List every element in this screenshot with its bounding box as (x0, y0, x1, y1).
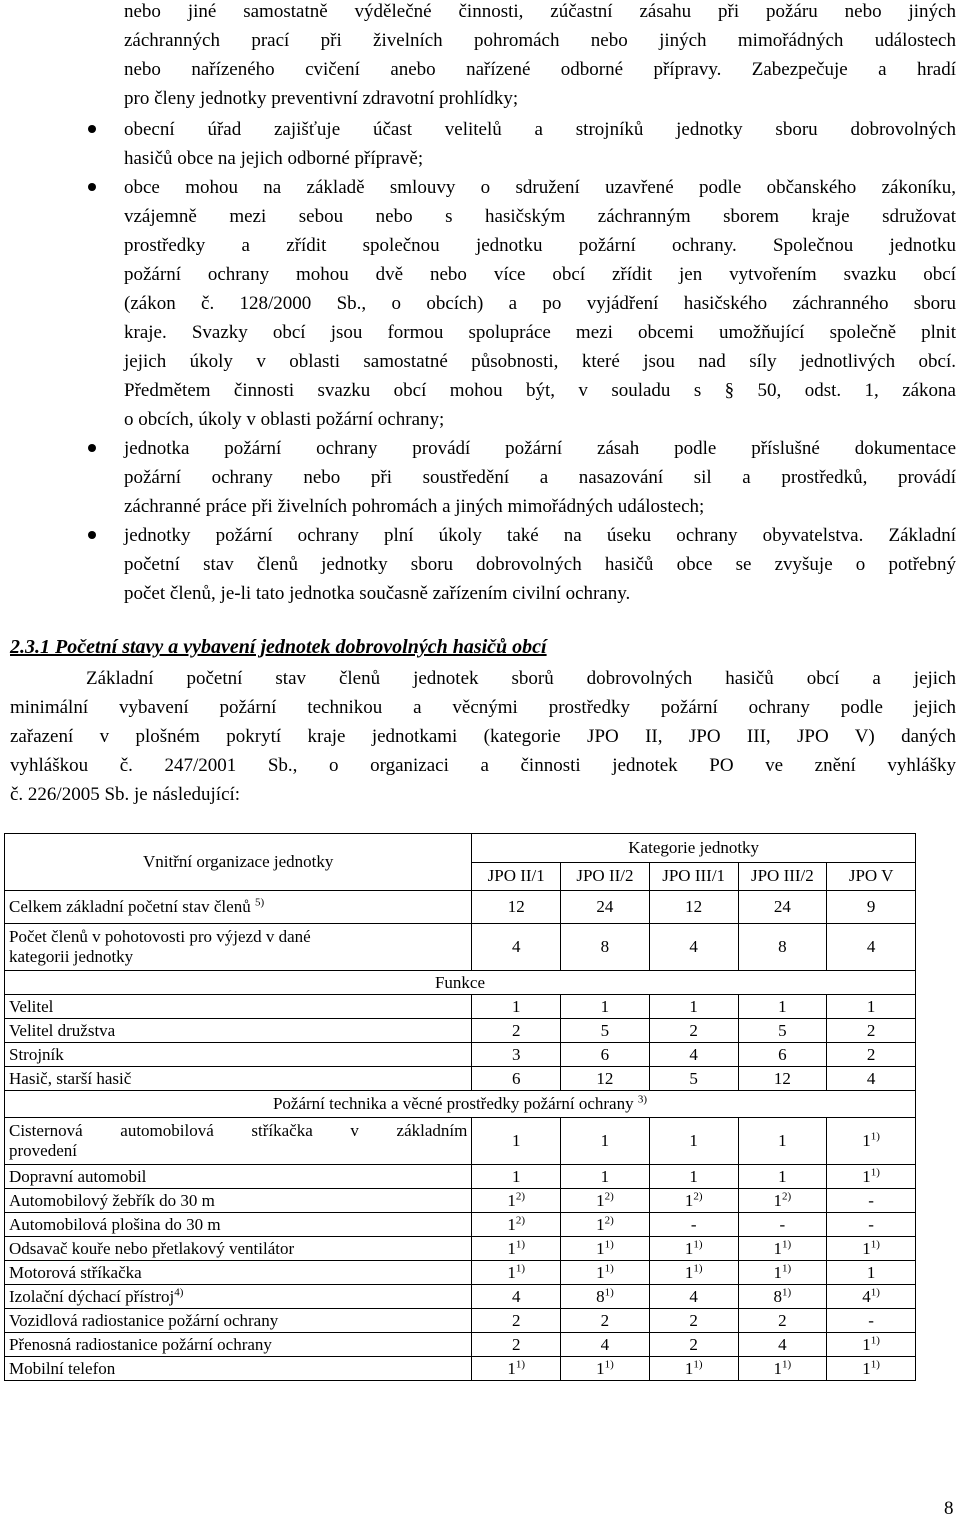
cell-value: 2 (649, 1333, 738, 1357)
cell-value: 1 (738, 1118, 827, 1165)
cell-value: 1 (561, 1118, 650, 1165)
cell-value: 6 (738, 1043, 827, 1067)
cell-value: 1 (561, 1165, 650, 1189)
text-line: vyhláškou č. 247/2001 Sb., o organizaci a činnosti jednotek PO ve znění vyhlášky (10, 755, 956, 776)
table-row (5, 1067, 916, 1091)
cell-value: 1$^{1)}$ (827, 1118, 916, 1165)
section-row (5, 1091, 916, 1118)
row-label (5, 1261, 472, 1285)
cell-value: 8$^{1)}$ (561, 1285, 650, 1309)
cell-value: 1$^{1)}$ (649, 1261, 738, 1285)
cell-value: 1$^{1)}$ (472, 1357, 561, 1381)
cell-value: 9 (827, 891, 916, 924)
cell-value: 4 (649, 1043, 738, 1067)
row-label-text: Hasič, starší hasič (9, 1068, 132, 1088)
cell-value: 1 (649, 1165, 738, 1189)
cell-value: 2 (738, 1309, 827, 1333)
funkce-title: Funkce (5, 971, 916, 995)
row-label-text: kategorii jednotky (9, 947, 134, 966)
cell-value: 1$^{1)}$ (738, 1357, 827, 1381)
header-left (5, 834, 472, 891)
bullet-icon (88, 531, 96, 539)
row-label-text: Vozidlová radiostanice požární ochrany (9, 1310, 279, 1330)
row-label (5, 1189, 472, 1213)
row-label-text: Odsavač kouře nebo přetlakový ventilátor (9, 1238, 295, 1258)
cell-value: 4 (472, 1285, 561, 1309)
cell-value: 1$^{1)}$ (472, 1261, 561, 1285)
text-line: o obcích, úkoly v oblasti požární ochrany; (124, 409, 445, 430)
cell-value: - (827, 1189, 916, 1213)
text-line: nebo nařízeného cvičení anebo nařízené odborné přípravy. Zabezpečuje a hradí (124, 59, 956, 80)
cell-value: 12 (738, 1067, 827, 1091)
row-label (5, 1333, 472, 1357)
footnote-ref: 5) (254, 896, 265, 909)
text-line: hasičů obce na jejich odborné přípravě; (124, 148, 424, 169)
table-row (5, 1213, 916, 1237)
row-label-text: Izolační dýchací přístroj (9, 1286, 175, 1306)
table-row (5, 1118, 916, 1165)
row-label-text: Celkem základní početní stav členů (9, 897, 251, 916)
section-row (5, 971, 916, 995)
cell-value: - (649, 1213, 738, 1237)
text-line: minimální vybavení požární technikou a věcnými prostředky požární ochrany podle jejich (10, 697, 956, 718)
text-line: požární ochrany nebo při soustředění a nasazování sil a prostředků, provádí (124, 467, 956, 488)
text-line: nebo jiné samostatně výdělečné činnosti, zúčastní zásahu při požáru nebo jiných (124, 1, 956, 22)
cell-value: 1$^{1)}$ (649, 1237, 738, 1261)
table-row (5, 1261, 916, 1285)
row-label (5, 891, 472, 924)
cell-value: 4 (738, 1333, 827, 1357)
text-line: záchranné práce při živelních pohromách a jiných mimořádných událostech; (124, 496, 705, 517)
row-label (5, 1213, 472, 1237)
page-number: 8 (944, 1498, 954, 1519)
cell-value: 1 (649, 1118, 738, 1165)
header-left-label: Vnitřní organizace jednotky (142, 852, 334, 871)
table-row (5, 1189, 916, 1213)
category-header: JPO III/2 (738, 862, 827, 891)
cell-value: 4 (472, 924, 561, 971)
table-row (5, 1309, 916, 1333)
text-line: zařazení v plošném pokrytí kraje jednotkami (kategorie JPO II, JPO III, JPO V) daných (10, 726, 956, 747)
row-label (5, 1357, 472, 1381)
table-row (5, 1357, 916, 1381)
cell-value: 6 (472, 1067, 561, 1091)
text-line: pro členy jednotky preventivní zdravotní prohlídky; (124, 88, 519, 109)
row-label (5, 1019, 472, 1043)
unit-table (4, 833, 916, 1381)
cell-value: 24 (738, 891, 827, 924)
row-label-text: Strojník (9, 1044, 64, 1064)
cell-value: 3 (472, 1043, 561, 1067)
text-line: jednotka požární ochrany provádí požární zásah podle příslušné dokumentace (124, 438, 956, 459)
bullet-icon (88, 444, 96, 452)
category-header: JPO II/2 (561, 862, 650, 891)
cell-value: 5 (649, 1067, 738, 1091)
cell-value: 1$^{1)}$ (561, 1261, 650, 1285)
table-row (5, 1285, 916, 1309)
cell-value: 1 (827, 1261, 916, 1285)
cell-value: 1$^{1)}$ (827, 1237, 916, 1261)
cell-value: - (738, 1213, 827, 1237)
cell-value: 12 (561, 1067, 650, 1091)
text-line: obecní úřad zajišťuje účast velitelů a strojníků jednotky sboru dobrovolných (124, 119, 956, 140)
cell-value: 1 (561, 995, 650, 1019)
cell-value: 1$^{1)}$ (827, 1165, 916, 1189)
cell-value: - (827, 1213, 916, 1237)
text-line: obce mohou na základě smlouvy o sdružení uzavřené podle občanského zákoníku, (124, 177, 956, 198)
text-line: č. 226/2005 Sb. je následující: (10, 784, 241, 805)
row-label (5, 1043, 472, 1067)
cell-value: 2 (649, 1019, 738, 1043)
cell-value: 1 (649, 995, 738, 1019)
row-label-text: Automobilová plošina do 30 m (9, 1214, 221, 1234)
cell-value: 2 (472, 1309, 561, 1333)
cell-value: 2 (827, 1043, 916, 1067)
tech-title (5, 1091, 916, 1118)
cell-value: 1 (738, 1165, 827, 1189)
row-label (5, 1285, 472, 1309)
cell-value: 1$^{1)}$ (561, 1237, 650, 1261)
cell-value: - (827, 1309, 916, 1333)
cell-value: 1 (472, 995, 561, 1019)
row-label-text: Mobilní telefon (9, 1358, 116, 1378)
cell-value: 2 (472, 1333, 561, 1357)
row-label (5, 1237, 472, 1261)
row-label-text: Počet členů v pohotovosti pro výjezd v dané (9, 927, 311, 946)
table-row (5, 1043, 916, 1067)
cell-value: 1$^{2)}$ (561, 1189, 650, 1213)
category-header: JPO III/1 (649, 862, 738, 891)
cell-value: 1 (472, 1165, 561, 1189)
cell-value: 5 (738, 1019, 827, 1043)
section-heading: 2.3.1 Početní stavy a vybavení jednotek dobrovolných hasičů obcí (10, 636, 547, 658)
footnote-ref: 3) (637, 1093, 648, 1106)
cell-value: 2 (827, 1019, 916, 1043)
cell-value: 4 (827, 1067, 916, 1091)
cell-value: 1$^{1)}$ (827, 1333, 916, 1357)
row-label-text: provedení (9, 1141, 77, 1160)
row-label (5, 995, 472, 1019)
text-line: Předmětem činnosti svazku obcí mohou být, v souladu s § 50, odst. 1, zákona (124, 380, 956, 401)
table-row (5, 891, 916, 924)
row-label (5, 1067, 472, 1091)
cell-value: 2 (649, 1309, 738, 1333)
cell-value: 2 (561, 1309, 650, 1333)
cell-value: 4 (561, 1333, 650, 1357)
cell-value: 4 (649, 924, 738, 971)
text-line: (zákon č. 128/2000 Sb., o obcích) a po vyjádření hasičského záchranného sboru (124, 293, 956, 314)
bullet-icon (88, 183, 96, 191)
cell-value: 8 (738, 924, 827, 971)
cell-value: 1 (738, 995, 827, 1019)
tech-title-text: Požární technika a věcné prostředky požární ochrany (272, 1094, 634, 1113)
row-label-text: Velitel družstva (9, 1020, 116, 1040)
category-header: JPO V (827, 862, 916, 891)
row-label (5, 924, 472, 971)
bullet-icon (88, 125, 96, 133)
text-line: početní stav členů jednotky sboru dobrovolných hasičů obce se zvyšuje o potřebný (124, 554, 956, 575)
header-category: Kategorie jednotky (472, 834, 916, 863)
row-label-text: Dopravní automobil (9, 1166, 147, 1186)
text-line: prostředky a zřídit společnou jednotku požární ochrany. Společnou jednotku (124, 235, 956, 256)
cell-value: 4$^{1)}$ (827, 1285, 916, 1309)
row-label-text: Cisternová automobilová stříkačka v základním (9, 1121, 468, 1140)
table-row (5, 924, 916, 971)
text-line: jejich úkoly v oblasti samostatné působnosti, které jsou nad síly jednotlivých obcí. (124, 351, 956, 372)
cell-value: 1$^{2)}$ (472, 1213, 561, 1237)
cell-value: 12 (649, 891, 738, 924)
table-row (5, 1165, 916, 1189)
row-label (5, 1165, 472, 1189)
cell-value: 1$^{1)}$ (561, 1357, 650, 1381)
row-label-text: Přenosná radiostanice požární ochrany (9, 1334, 272, 1354)
row-label-text: Velitel (9, 996, 54, 1016)
cell-value: 1$^{1)}$ (827, 1357, 916, 1381)
text-line: kraje. Svazky obcí jsou formou spolupráce mezi obcemi umožňující společně plnit (124, 322, 956, 343)
cell-value: 1$^{1)}$ (738, 1237, 827, 1261)
cell-value: 1$^{2)}$ (738, 1189, 827, 1213)
table-row (5, 1237, 916, 1261)
row-label-text: Motorová stříkačka (9, 1262, 142, 1282)
cell-value: 1$^{2)}$ (649, 1189, 738, 1213)
row-label (5, 1309, 472, 1333)
cell-value: 1 (472, 1118, 561, 1165)
cell-value: 1$^{1)}$ (649, 1357, 738, 1381)
table-row (5, 995, 916, 1019)
cell-value: 1 (827, 995, 916, 1019)
text-line: jednotky požární ochrany plní úkoly také na úseku ochrany obyvatelstva. Základní (124, 525, 956, 546)
cell-value: 24 (561, 891, 650, 924)
cell-value: 1$^{1)}$ (738, 1261, 827, 1285)
cell-value: 1$^{2)}$ (472, 1189, 561, 1213)
text-line: vzájemně mezi sebou nebo s hasičským záchranným sborem kraje sdružovat (124, 206, 956, 227)
cell-value: 4 (827, 924, 916, 971)
text-line: požární ochrany mohou dvě nebo více obcí zřídit jen vytvořením svazku obcí (124, 264, 956, 285)
cell-value: 1$^{1)}$ (472, 1237, 561, 1261)
category-header: JPO II/1 (472, 862, 561, 891)
text-line: Základní početní stav členů jednotek sborů dobrovolných hasičů obcí a jejich (86, 668, 956, 689)
cell-value: 1$^{2)}$ (561, 1213, 650, 1237)
table-row (5, 1333, 916, 1357)
cell-value: 8$^{1)}$ (738, 1285, 827, 1309)
footnote-ref: 4) (174, 1285, 184, 1298)
table-row (5, 1019, 916, 1043)
cell-value: 5 (561, 1019, 650, 1043)
cell-value: 12 (472, 891, 561, 924)
cell-value: 2 (472, 1019, 561, 1043)
text-line: záchranných prací při živelních pohromách nebo jiných mimořádných událostech (124, 30, 956, 51)
cell-value: 8 (561, 924, 650, 971)
row-label (5, 1118, 472, 1165)
cell-value: 6 (561, 1043, 650, 1067)
cell-value: 4 (649, 1285, 738, 1309)
row-label-text: Automobilový žebřík do 30 m (9, 1190, 215, 1210)
text-line: počet členů, je-li tato jednotka současně zařízením civilní ochrany. (124, 583, 631, 604)
